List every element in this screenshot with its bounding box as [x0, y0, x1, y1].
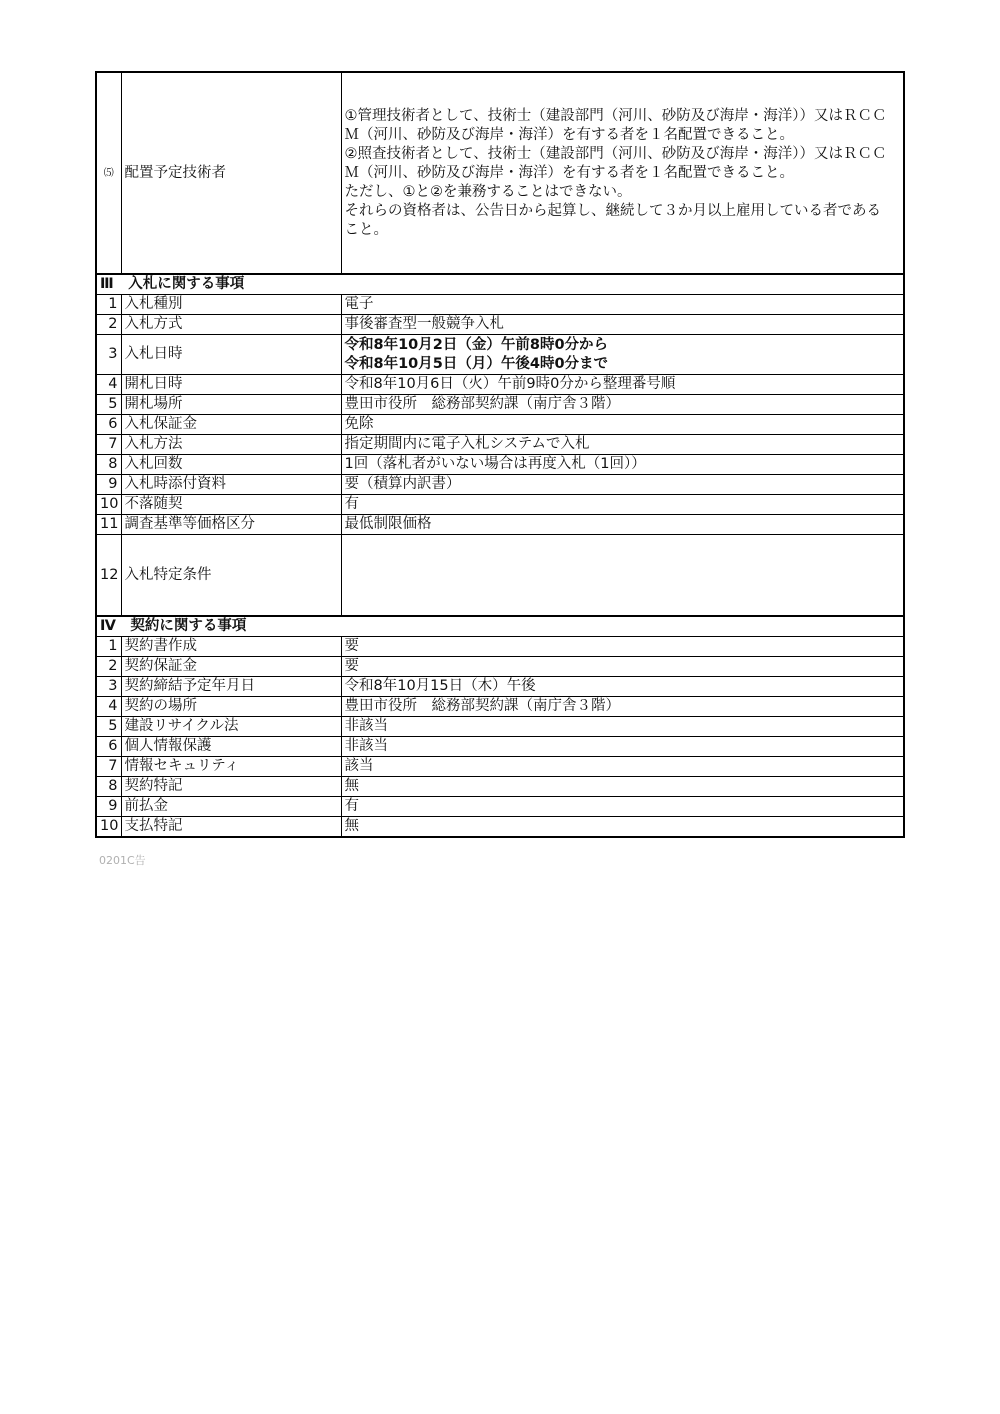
table-row: [96, 535, 904, 617]
row-value: 豊田市役所 総務部契約課（南庁舎３階）: [341, 697, 904, 717]
row-value: 無: [341, 777, 904, 797]
row-value: 該当: [341, 757, 904, 777]
row-number: 6: [96, 737, 121, 757]
table-row: [96, 717, 904, 737]
row-number: 8: [96, 777, 121, 797]
table-row: [96, 637, 904, 657]
row-value: 指定期間内に電子入札システムで入札: [341, 435, 904, 455]
row-number: ⑸: [96, 72, 121, 274]
row-number: 5: [96, 717, 121, 737]
table-row: [96, 777, 904, 797]
table-row: [96, 515, 904, 535]
row-label: 入札種別: [121, 295, 341, 315]
table-row: [96, 455, 904, 475]
row-value: 電子: [341, 295, 904, 315]
row-value: 要: [341, 657, 904, 677]
table-row: [96, 657, 904, 677]
row-value: 令和8年10月15日（木）午後: [341, 677, 904, 697]
engineer-requirement-1: ①管理技術者として、技術士（建設部門（河川、砂防及び海岸・海洋））又はＲＣＣＭ（河川、砂防及び海岸・海洋）を有する者を１名配置できること。: [344, 107, 887, 143]
row-number: 10: [96, 495, 121, 515]
row-label: 入札方式: [121, 315, 341, 335]
row-label: 契約保証金: [121, 657, 341, 677]
table-row: [96, 677, 904, 697]
row-label: 開札場所: [121, 395, 341, 415]
table-row: [96, 295, 904, 315]
table-row: [96, 495, 904, 515]
row-value: 非該当: [341, 717, 904, 737]
row-number: 1: [96, 295, 121, 315]
row-number: 2: [96, 657, 121, 677]
row-number: 8: [96, 455, 121, 475]
row-value: 無: [341, 817, 904, 838]
section-header: [96, 274, 904, 295]
row-label: 開札日時: [121, 375, 341, 395]
row-number: 10: [96, 817, 121, 838]
row-label: 個人情報保護: [121, 737, 341, 757]
row-number: 2: [96, 315, 121, 335]
row-value: 非該当: [341, 737, 904, 757]
table-row: [96, 757, 904, 777]
row-value: 有: [341, 797, 904, 817]
row-value: 令和8年10月6日（火）午前9時0分から整理番号順: [341, 375, 904, 395]
row-label: 入札保証金: [121, 415, 341, 435]
row-value: 最低制限価格: [341, 515, 904, 535]
row-value: 事後審査型一般競争入札: [341, 315, 904, 335]
row-number: 9: [96, 797, 121, 817]
row-value: 要（積算内訳書）: [341, 475, 904, 495]
row-label: 契約特記: [121, 777, 341, 797]
row-label: 契約書作成: [121, 637, 341, 657]
table-row: [96, 72, 904, 274]
row-label: 調査基準等価格区分: [121, 515, 341, 535]
row-number: 7: [96, 757, 121, 777]
row-value: 免除: [341, 415, 904, 435]
table-row: [96, 697, 904, 717]
row-label: 支払特記: [121, 817, 341, 838]
bid-end-datetime: 令和8年10月5日（月）午後4時0分まで: [344, 355, 609, 372]
row-label: 建設リサイクル法: [121, 717, 341, 737]
conditions-table: [95, 71, 905, 838]
row-label: 前払金: [121, 797, 341, 817]
row-number: 9: [96, 475, 121, 495]
table-row: [96, 335, 904, 375]
row-value: 有: [341, 495, 904, 515]
table-row: [96, 435, 904, 455]
row-number: 3: [96, 335, 121, 375]
section-title: Ⅳ 契約に関する事項: [96, 616, 904, 637]
row-value: [341, 72, 904, 274]
bid-start-datetime: 令和8年10月2日（金）午前8時0分から: [344, 336, 609, 353]
table-row: [96, 315, 904, 335]
table-row: [96, 817, 904, 838]
table-row: [96, 375, 904, 395]
section-title: Ⅲ 入札に関する事項: [96, 274, 904, 295]
row-label: 配置予定技術者: [121, 72, 341, 274]
table-row: [96, 415, 904, 435]
row-value: 豊田市役所 総務部契約課（南庁舎３階）: [341, 395, 904, 415]
row-number: 4: [96, 697, 121, 717]
row-label: 情報セキュリティ: [121, 757, 341, 777]
document-code: 0201C告: [99, 854, 146, 867]
row-label: 入札時添付資料: [121, 475, 341, 495]
row-label: 不落随契: [121, 495, 341, 515]
engineer-requirement-4: それらの資格者は、公告日から起算し、継続して３か月以上雇用している者であること。: [344, 202, 881, 238]
row-number: 11: [96, 515, 121, 535]
table-row: [96, 395, 904, 415]
row-label: 契約締結予定年月日: [121, 677, 341, 697]
row-value: 要: [341, 637, 904, 657]
table-row: [96, 797, 904, 817]
row-value: [341, 535, 904, 617]
engineer-requirement-3: ただし、①と②を兼務することはできない。: [344, 183, 632, 200]
row-label: 入札特定条件: [121, 535, 341, 617]
table-row: [96, 737, 904, 757]
row-number: 3: [96, 677, 121, 697]
engineer-requirement-2: ②照査技術者として、技術士（建設部門（河川、砂防及び海岸・海洋））又はＲＣＣＭ（河川、砂防及び海岸・海洋）を有する者を１名配置できること。: [344, 145, 887, 181]
section-header: [96, 616, 904, 637]
table-row: [96, 475, 904, 495]
row-number: 6: [96, 415, 121, 435]
row-label: 入札日時: [121, 335, 341, 375]
row-number: 5: [96, 395, 121, 415]
row-number: 12: [96, 535, 121, 617]
row-number: 1: [96, 637, 121, 657]
row-number: 7: [96, 435, 121, 455]
row-label: 入札方法: [121, 435, 341, 455]
row-label: 契約の場所: [121, 697, 341, 717]
row-number: 4: [96, 375, 121, 395]
row-value: [341, 335, 904, 375]
row-label: 入札回数: [121, 455, 341, 475]
row-value: 1回（落札者がいない場合は再度入札（1回））: [341, 455, 904, 475]
